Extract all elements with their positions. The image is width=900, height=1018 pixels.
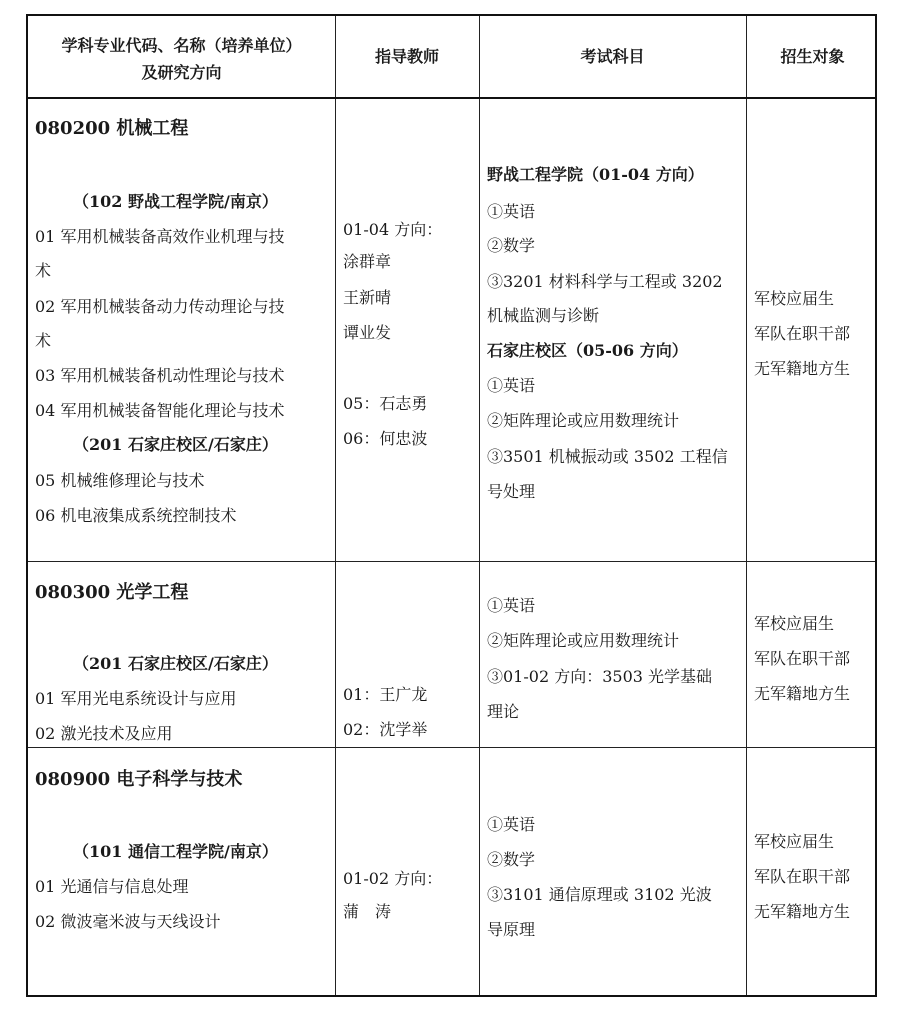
col-divider-1 (335, 16, 336, 995)
header-divider (28, 97, 875, 99)
direction-item: 01 军用光电系统设计与应用 (35, 689, 237, 708)
header-exam: 考试科目 (580, 47, 645, 66)
exam-item: ③3201 材料科学与工程或 3202 (487, 272, 723, 291)
exam-item: 导原理 (487, 920, 536, 939)
exam-item: ③3501 机械振动或 3502 工程信 (487, 447, 728, 466)
direction-item: 03 军用机械装备机动性理论与技术 (35, 366, 285, 385)
direction-item: 02 微波毫米波与天线设计 (35, 912, 221, 931)
exam-unit-label: 石家庄校区（05-06 方向） (487, 341, 688, 360)
exam-item: ②矩阵理论或应用数理统计 (487, 411, 680, 430)
exam-item: ①英语 (487, 376, 536, 395)
unit-label: （101 通信工程学院/南京） (73, 842, 278, 861)
advisor-item: 06：何忠波 (343, 429, 428, 448)
direction-item: 05 机械维修理论与技术 (35, 471, 205, 490)
target-item: 军校应届生 (754, 614, 835, 633)
exam-item: ②矩阵理论或应用数理统计 (487, 631, 680, 650)
exam-item: ①英语 (487, 815, 536, 834)
direction-item: 06 机电液集成系统控制技术 (35, 506, 237, 525)
advisor-item: 谭业发 (343, 323, 392, 342)
direction-item: 术 (35, 331, 52, 350)
unit-label: （102 野战工程学院/南京） (73, 192, 278, 211)
col-divider-2 (479, 16, 480, 995)
direction-item: 02 军用机械装备动力传动理论与技 (35, 297, 285, 316)
exam-item: 机械监测与诊断 (487, 306, 600, 325)
direction-item: 02 激光技术及应用 (35, 724, 173, 743)
exam-item: ③01-02 方向：3503 光学基础 (487, 667, 713, 686)
unit-label: （201 石家庄校区/石家庄） (73, 435, 278, 454)
major-title: 080200 机械工程 (35, 118, 189, 139)
advisor-item: 01：王广龙 (343, 685, 428, 704)
advisor-item: 01-04 方向： (343, 220, 443, 239)
target-item: 无军籍地方生 (754, 684, 851, 703)
direction-item: 04 军用机械装备智能化理论与技术 (35, 401, 285, 420)
row-divider-1 (28, 561, 875, 562)
major-title: 080900 电子科学与技术 (35, 769, 243, 790)
exam-item: 号处理 (487, 482, 536, 501)
target-item: 军队在职干部 (754, 867, 851, 886)
advisor-item: 涂群章 (343, 252, 392, 271)
target-item: 军校应届生 (754, 832, 835, 851)
advisor-item: 01-02 方向： (343, 869, 443, 888)
target-item: 军校应届生 (754, 289, 835, 308)
exam-item: ③3101 通信原理或 3102 光波 (487, 885, 712, 904)
advisor-item: 02：沈学举 (343, 720, 428, 739)
target-item: 无军籍地方生 (754, 902, 851, 921)
exam-item: ②数学 (487, 236, 536, 255)
advisor-item: 蒲 涛 (343, 902, 392, 921)
direction-item: 术 (35, 261, 52, 280)
direction-item: 01 军用机械装备高效作业机理与技 (35, 227, 285, 246)
exam-item: ①英语 (487, 596, 536, 615)
major-title: 080300 光学工程 (35, 582, 189, 603)
exam-item: ②数学 (487, 850, 536, 869)
advisor-item: 05：石志勇 (343, 394, 428, 413)
row-divider-2 (28, 747, 875, 748)
target-item: 军队在职干部 (754, 324, 851, 343)
header-major: 学科专业代码、名称（培养单位） (61, 36, 302, 55)
exam-item: 理论 (487, 702, 520, 721)
header-advisor: 指导教师 (374, 47, 439, 66)
header-target: 招生对象 (780, 47, 845, 66)
header-major-sub: 及研究方向 (141, 63, 222, 82)
target-item: 无军籍地方生 (754, 359, 851, 378)
admissions-table (26, 14, 877, 997)
col-divider-3 (746, 16, 747, 995)
exam-unit-label: 野战工程学院（01-04 方向） (487, 165, 704, 184)
exam-item: ①英语 (487, 202, 536, 221)
direction-item: 01 光通信与信息处理 (35, 877, 189, 896)
unit-label: （201 石家庄校区/石家庄） (73, 654, 278, 673)
advisor-item: 王新晴 (343, 288, 392, 307)
target-item: 军队在职干部 (754, 649, 851, 668)
